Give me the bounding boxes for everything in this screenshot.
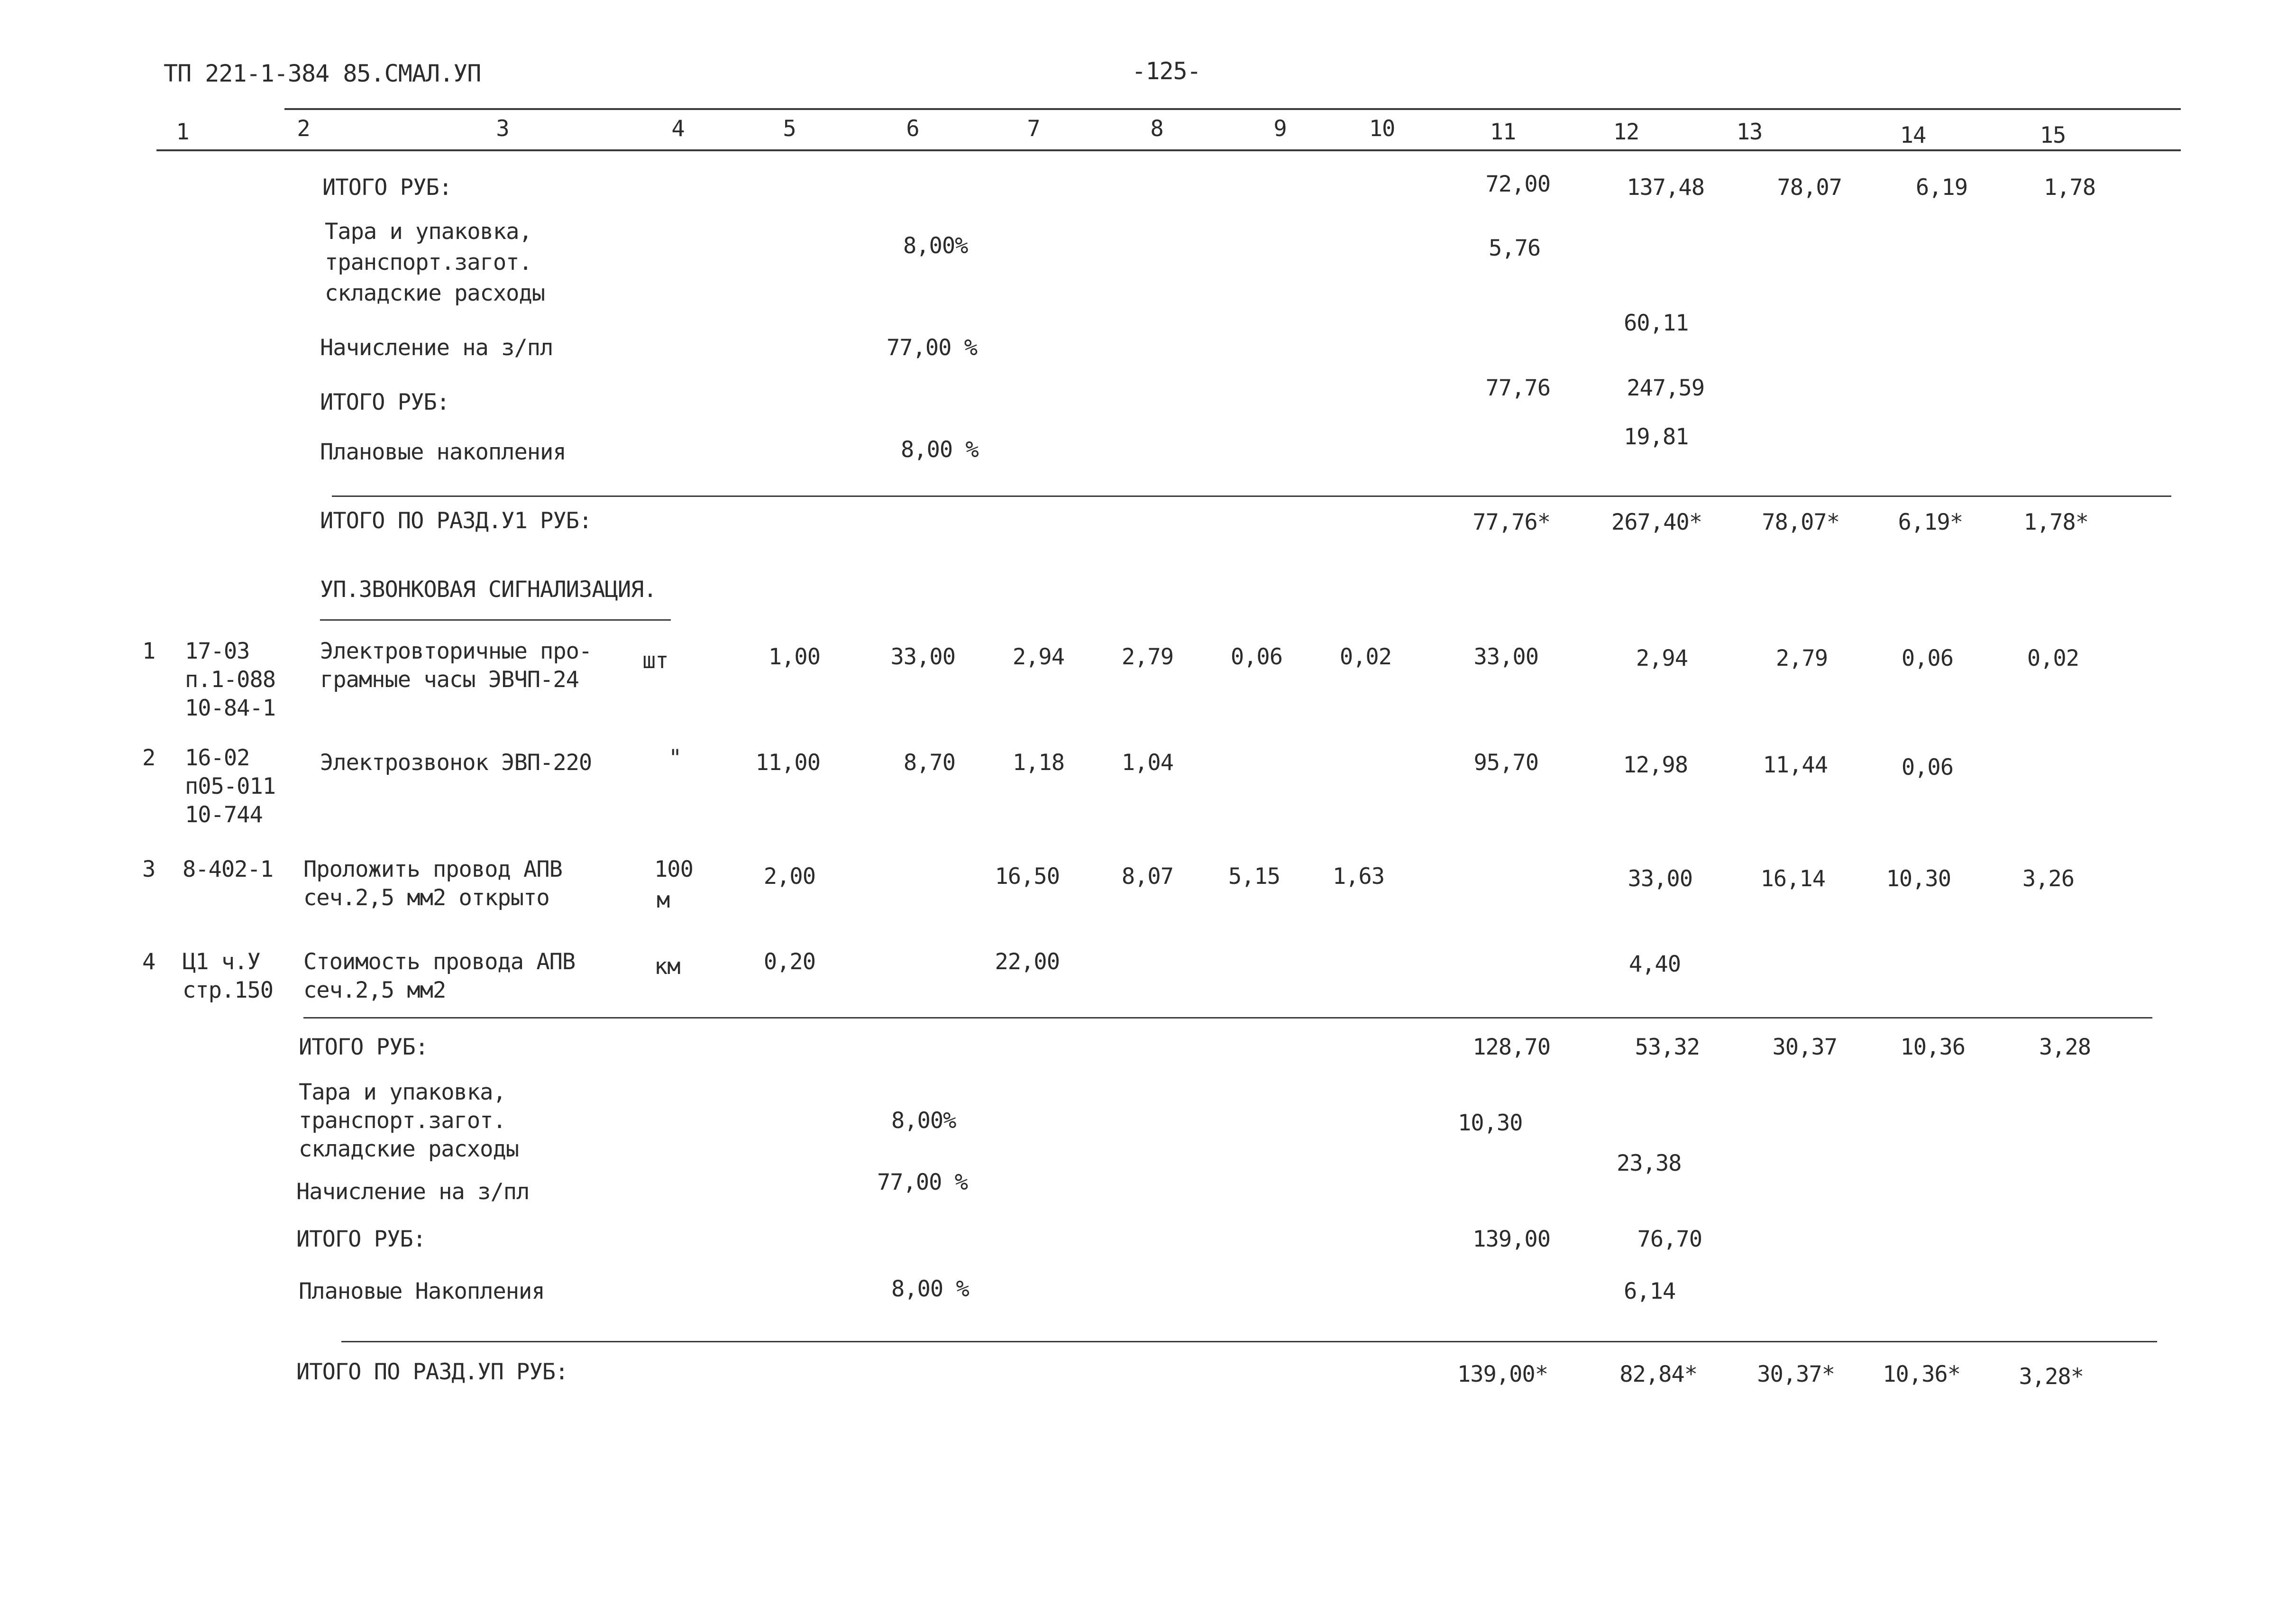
value-col-8: 8,07 [1121, 863, 1173, 890]
section-7-total-rule [341, 1341, 2157, 1342]
item-number: 2 [142, 745, 156, 771]
value-col-12: 6,14 [1624, 1278, 1676, 1304]
col-header-10: 10 [1369, 116, 1395, 142]
percent-value: 8,00% [891, 1108, 956, 1134]
value-col-11: 33,00 [1473, 644, 1538, 670]
document-code: ТП 221-1-384 85.СМАЛ.УП [164, 60, 481, 87]
item-name-line-2: грамные часы ЭВЧП-24 [320, 667, 579, 693]
value-col-7: 2,94 [1012, 644, 1064, 670]
item-code-line-2: п.1-088 [185, 667, 276, 693]
value-col-14: 10,30 [1886, 866, 1951, 892]
item-unit-line-1: 100 [654, 856, 693, 882]
item-code-line-3: 10-744 [185, 802, 263, 828]
item-unit: км [654, 954, 680, 980]
value-col-10: 1,63 [1332, 863, 1384, 890]
percent-value: 8,00 % [901, 437, 979, 463]
value-col-5: 11,00 [755, 750, 820, 776]
col-header-14: 14 [1900, 122, 1926, 148]
row-label: ИТОГО РУБ: [322, 174, 452, 201]
value-col-11: 128,70 [1473, 1034, 1550, 1060]
value-col-13: 11,44 [1763, 752, 1828, 778]
row-label: Начисление на з/пл [296, 1179, 530, 1205]
item-name-line-1: Электровторичные про- [320, 638, 592, 664]
item-code-line-3: 10-84-1 [185, 695, 276, 721]
col-header-15: 15 [2040, 122, 2066, 148]
value-col-12: 247,59 [1627, 375, 1704, 401]
row-label: Начисление на з/пл [320, 335, 553, 361]
item-name-line-1: Электрозвонок ЭВП-220 [320, 750, 592, 776]
value-col-12: 23,38 [1617, 1150, 1682, 1176]
value-col-14: 10,36* [1883, 1361, 1960, 1387]
item-number: 4 [142, 949, 156, 975]
row-label-line-1: Тара и упаковка, [299, 1079, 506, 1105]
value-col-7: 1,18 [1012, 750, 1064, 776]
item-unit: " [668, 745, 682, 771]
item-number: 3 [142, 856, 156, 882]
value-col-11: 139,00* [1457, 1361, 1548, 1387]
col-header-5: 5 [783, 116, 796, 142]
value-col-15: 1,78* [2023, 509, 2088, 535]
row-label: Плановые накопления [320, 439, 566, 465]
col-header-3: 3 [496, 116, 509, 142]
value-col-8: 2,79 [1121, 644, 1173, 670]
section-7-title: УП.ЗВОНКОВАЯ СИГНАЛИЗАЦИЯ. [320, 577, 657, 603]
value-col-12: 137,48 [1627, 174, 1704, 201]
col-header-12: 12 [1613, 119, 1639, 145]
value-col-11: 139,00 [1473, 1226, 1550, 1252]
value-col-12: 19,81 [1624, 424, 1689, 450]
value-col-12: 4,40 [1628, 951, 1681, 977]
value-col-15: 1,78 [2043, 174, 2095, 201]
item-name-line-2: сеч.2,5 мм2 [303, 977, 446, 1003]
item-code-line-2: стр.150 [183, 977, 274, 1003]
value-col-13: 30,37* [1757, 1361, 1835, 1387]
section-7-title-underline [320, 619, 671, 621]
item-code-line-1: 17-03 [185, 638, 250, 664]
row-label: ИТОГО ПО РАЗД.УП РУБ: [296, 1359, 568, 1385]
row-label: ИТОГО РУБ: [296, 1226, 426, 1252]
value-col-12: 60,11 [1624, 310, 1689, 336]
value-col-11: 72,00 [1485, 171, 1550, 197]
col-header-9: 9 [1273, 116, 1287, 142]
section-6-total-rule [332, 495, 2171, 497]
value-col-7: 16,50 [995, 863, 1060, 890]
value-col-14: 0,06 [1901, 754, 1953, 780]
value-col-14: 6,19* [1898, 509, 1963, 535]
percent-value: 8,00 % [891, 1276, 969, 1302]
col-header-4: 4 [671, 116, 685, 142]
item-code-line-1: 8-402-1 [183, 856, 274, 882]
item-number: 1 [142, 638, 156, 664]
row-label: Плановые Накопления [299, 1278, 545, 1304]
value-col-12: 76,70 [1637, 1226, 1702, 1252]
value-col-12: 82,84* [1619, 1361, 1697, 1387]
value-col-12: 12,98 [1623, 752, 1688, 778]
value-col-12: 267,40* [1611, 509, 1702, 535]
item-code-line-1: 16-02 [185, 745, 250, 771]
col-header-2: 2 [297, 116, 310, 142]
item-code-line-1: Ц1 ч.У [183, 949, 260, 975]
col-header-8: 8 [1150, 116, 1163, 142]
value-col-6: 8,70 [903, 750, 955, 776]
value-col-11: 10,30 [1458, 1110, 1523, 1136]
value-col-5: 1,00 [768, 644, 820, 670]
value-col-12: 2,94 [1636, 645, 1688, 671]
value-col-11: 5,76 [1489, 235, 1541, 261]
col-header-13: 13 [1736, 119, 1763, 145]
value-col-13: 16,14 [1760, 866, 1825, 892]
value-col-12: 33,00 [1628, 866, 1692, 892]
value-col-15: 3,28 [2039, 1034, 2091, 1060]
page-number: -125- [1132, 57, 1201, 85]
row-label-line-2: транспорт.загот. [299, 1108, 506, 1134]
row-label-line-3: складские расходы [325, 280, 545, 306]
value-col-11: 77,76* [1473, 509, 1550, 535]
value-col-7: 22,00 [995, 949, 1060, 975]
item-unit: шт [642, 648, 668, 674]
value-col-15: 3,26 [2022, 866, 2074, 892]
row-label: ИТОГО ПО РАЗД.У1 РУБ: [320, 508, 592, 534]
value-col-5: 0,20 [763, 949, 815, 975]
value-col-15: 0,02 [2027, 645, 2079, 671]
col-header-1: 1 [176, 119, 189, 145]
percent-value: 77,00 % [877, 1169, 968, 1195]
item-unit-line-2: м [657, 887, 670, 913]
value-col-13: 78,07 [1777, 174, 1842, 201]
value-col-11: 95,70 [1473, 750, 1538, 776]
row-label-line-3: складские расходы [299, 1136, 519, 1162]
value-col-13: 78,07* [1762, 509, 1839, 535]
percent-value: 8,00% [903, 233, 968, 259]
item-name-line-1: Стоимость провода АПВ [303, 949, 576, 975]
value-col-8: 1,04 [1121, 750, 1173, 776]
item-name-line-2: сеч.2,5 мм2 открыто [303, 885, 549, 911]
value-col-15: 3,28* [2019, 1364, 2084, 1390]
value-col-11: 77,76 [1485, 375, 1550, 401]
value-col-13: 2,79 [1775, 645, 1828, 671]
header-top-rule [284, 108, 2181, 110]
row-label-line-2: транспорт.загот. [325, 249, 532, 275]
value-col-13: 30,37 [1772, 1034, 1837, 1060]
row-label-line-1: Тара и упаковка, [325, 219, 532, 245]
value-col-9: 0,06 [1230, 644, 1282, 670]
row-label: ИТОГО РУБ: [320, 389, 449, 415]
value-col-14: 10,36 [1900, 1034, 1965, 1060]
col-header-7: 7 [1027, 116, 1040, 142]
col-header-6: 6 [906, 116, 919, 142]
value-col-14: 6,19 [1915, 174, 1967, 201]
header-bottom-rule [156, 149, 2181, 151]
value-col-10: 0,02 [1339, 644, 1391, 670]
item-code-line-2: п05-011 [185, 773, 276, 799]
col-header-11: 11 [1490, 119, 1516, 145]
row-label: ИТОГО РУБ: [299, 1034, 428, 1060]
section-7-items-rule [303, 1017, 2152, 1018]
item-name-line-1: Проложить провод АПВ [303, 856, 562, 882]
percent-value: 77,00 % [887, 335, 978, 361]
value-col-12: 53,32 [1635, 1034, 1700, 1060]
value-col-9: 5,15 [1228, 863, 1280, 890]
value-col-14: 0,06 [1901, 645, 1953, 671]
value-col-5: 2,00 [763, 863, 815, 890]
value-col-6: 33,00 [890, 644, 955, 670]
